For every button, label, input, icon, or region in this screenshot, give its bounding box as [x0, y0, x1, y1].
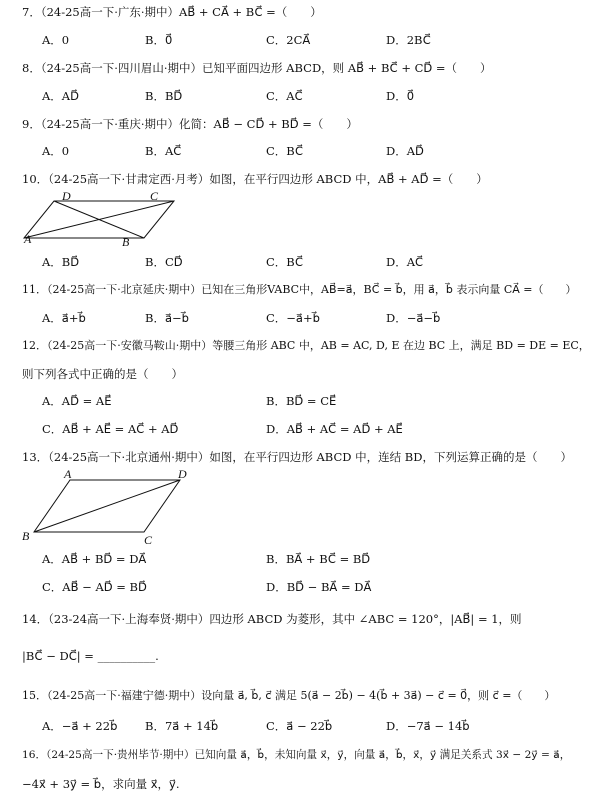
question-12-stem: 12．（24-25高一下·安徽马鞍山·期中）等腰三角形 ABC 中，AB = AC, D, E 在边 BC 上，满足 BD = DE = EC，: [22, 339, 590, 352]
q10-label-d: D: [62, 190, 71, 203]
q10-option-b[interactable]: B．CD⃗: [145, 255, 183, 269]
question-16-stem-cont: −4x⃗ + 3y⃗ = b⃗，求向量 x⃗，y⃗.: [22, 777, 180, 791]
question-14-blank-line: |BC⃗ − DC⃗| = __________.: [22, 649, 159, 663]
q11-option-a[interactable]: A．a⃗+b⃗: [42, 311, 86, 325]
q15-option-a[interactable]: A．−a⃗ + 22b⃗: [42, 719, 118, 733]
q13-label-c: C: [144, 533, 153, 547]
q8-option-b[interactable]: B．BD⃗: [145, 89, 183, 103]
q12-option-d[interactable]: D．AB⃗ + AC⃗ = AD⃗ + AE⃗: [266, 422, 403, 436]
q15-option-d[interactable]: D．−7a⃗ − 14b⃗: [386, 719, 470, 733]
question-16-stem: 16．（24-25高一下·贵州毕节·期中）已知向量 a⃗，b⃗，未知向量 x⃗，y⃗，向量 a⃗，b⃗，x⃗，y⃗ 满足关系式 3x⃗ − 2y⃗ = a⃗，: [22, 749, 571, 761]
q12-option-a[interactable]: A．AD⃗ = AE⃗: [42, 394, 112, 408]
question-14-stem: 14．（23-24高一下·上海奉贤·期中）四边形 ABCD 为菱形，其中 ∠ABC = 120°，|AB⃗| = 1，则: [22, 612, 522, 626]
question-15-stem: 15．（24-25高一下·福建宁德·期中）设向量 a⃗, b⃗, c⃗ 满足 5(a⃗ − 2b⃗) − 4(b⃗ + 3a⃗) − c⃗ = 0⃗，则 c⃗ =（ ）: [22, 689, 556, 702]
q10-diagonal-bd: [54, 201, 144, 238]
q7-option-c[interactable]: C．2CA⃗: [266, 33, 311, 47]
q13-option-b[interactable]: B．BA⃗ + BC⃗ = BD⃗: [266, 552, 371, 566]
question-9-stem: 9．（24-25高一下·重庆·期中）化简：AB⃗ − CD⃗ + BD⃗ =（ ）: [22, 117, 358, 131]
q10-parallelogram-figure: [18, 190, 178, 252]
q13-option-d[interactable]: D．BD⃗ − BA⃗ = DA⃗: [266, 580, 372, 594]
q13-option-a[interactable]: A．AB⃗ + BD⃗ = DA⃗: [42, 552, 147, 566]
q9-option-d[interactable]: D．AD⃗: [386, 144, 424, 158]
q13-parallelogram-figure: [20, 468, 195, 548]
q10-label-a: A: [24, 232, 32, 246]
q13-label-a: A: [64, 468, 72, 481]
q12-option-b[interactable]: B．BD⃗ = CE⃗: [266, 394, 337, 408]
q11-option-b[interactable]: B．a⃗−b⃗: [145, 311, 189, 325]
q10-option-c[interactable]: C．BC⃗: [266, 255, 303, 269]
question-7-stem: 7．（24-25高一下·广东·期中）AB⃗ + CA⃗ + BC⃗ =（ ）: [22, 5, 322, 19]
question-12-stem-cont: 则下列各式中正确的是（ ）: [22, 367, 183, 381]
q10-option-a[interactable]: A．BD⃗: [42, 255, 80, 269]
q12-option-c[interactable]: C．AB⃗ + AE⃗ = AC⃗ + AD⃗: [42, 422, 179, 436]
q13-option-c[interactable]: C．AB⃗ − AD⃗ = BD⃗: [42, 580, 147, 594]
q10-option-d[interactable]: D．AC⃗: [386, 255, 424, 269]
q13-label-b: B: [22, 529, 30, 543]
q13-diagonal-bd: [34, 480, 180, 532]
q15-option-b[interactable]: B．7a⃗ + 14b⃗: [145, 719, 219, 733]
q8-option-c[interactable]: C．AC⃗: [266, 89, 303, 103]
q9-option-b[interactable]: B．AC⃗: [145, 144, 182, 158]
question-11-stem: 11．（24-25高一下·北京延庆·期中）已知在三角形VABC中，AB⃗=a⃗，BC⃗ = b⃗，用 a⃗，b⃗ 表示向量 CA⃗ =（ ）: [22, 283, 577, 296]
question-8-stem: 8．（24-25高一下·四川眉山·期中）已知平面四边形 ABCD，则 AB⃗ + BC⃗ + CD⃗ =（ ）: [22, 61, 492, 75]
question-13-stem: 13．（24-25高一下·北京通州·期中）如图，在平行四边形 ABCD 中，连结 BD，下列运算正确的是（ ）: [22, 450, 572, 464]
q8-option-d[interactable]: D．0⃗: [386, 89, 415, 103]
q15-option-c[interactable]: C．a⃗ − 22b⃗: [266, 719, 333, 733]
q9-option-a[interactable]: A．0: [42, 144, 70, 158]
q8-option-a[interactable]: A．AD⃗: [42, 89, 79, 103]
q10-label-b: B: [122, 235, 130, 249]
q7-option-b[interactable]: B．0⃗: [145, 33, 173, 47]
q11-option-d[interactable]: D．−a⃗−b⃗: [386, 311, 441, 325]
q13-label-d: D: [178, 468, 187, 481]
q9-option-c[interactable]: C．BC⃗: [266, 144, 303, 158]
q11-option-c[interactable]: C．−a⃗+b⃗: [266, 311, 320, 325]
q7-option-d[interactable]: D．2BC⃗: [386, 33, 431, 47]
q7-option-a[interactable]: A．0: [42, 33, 70, 47]
q10-label-c: C: [150, 190, 159, 203]
question-10-stem: 10．（24-25高一下·甘肃定西·月考）如图，在平行四边形 ABCD 中，AB⃗ + AD⃗ =（ ）: [22, 172, 488, 186]
